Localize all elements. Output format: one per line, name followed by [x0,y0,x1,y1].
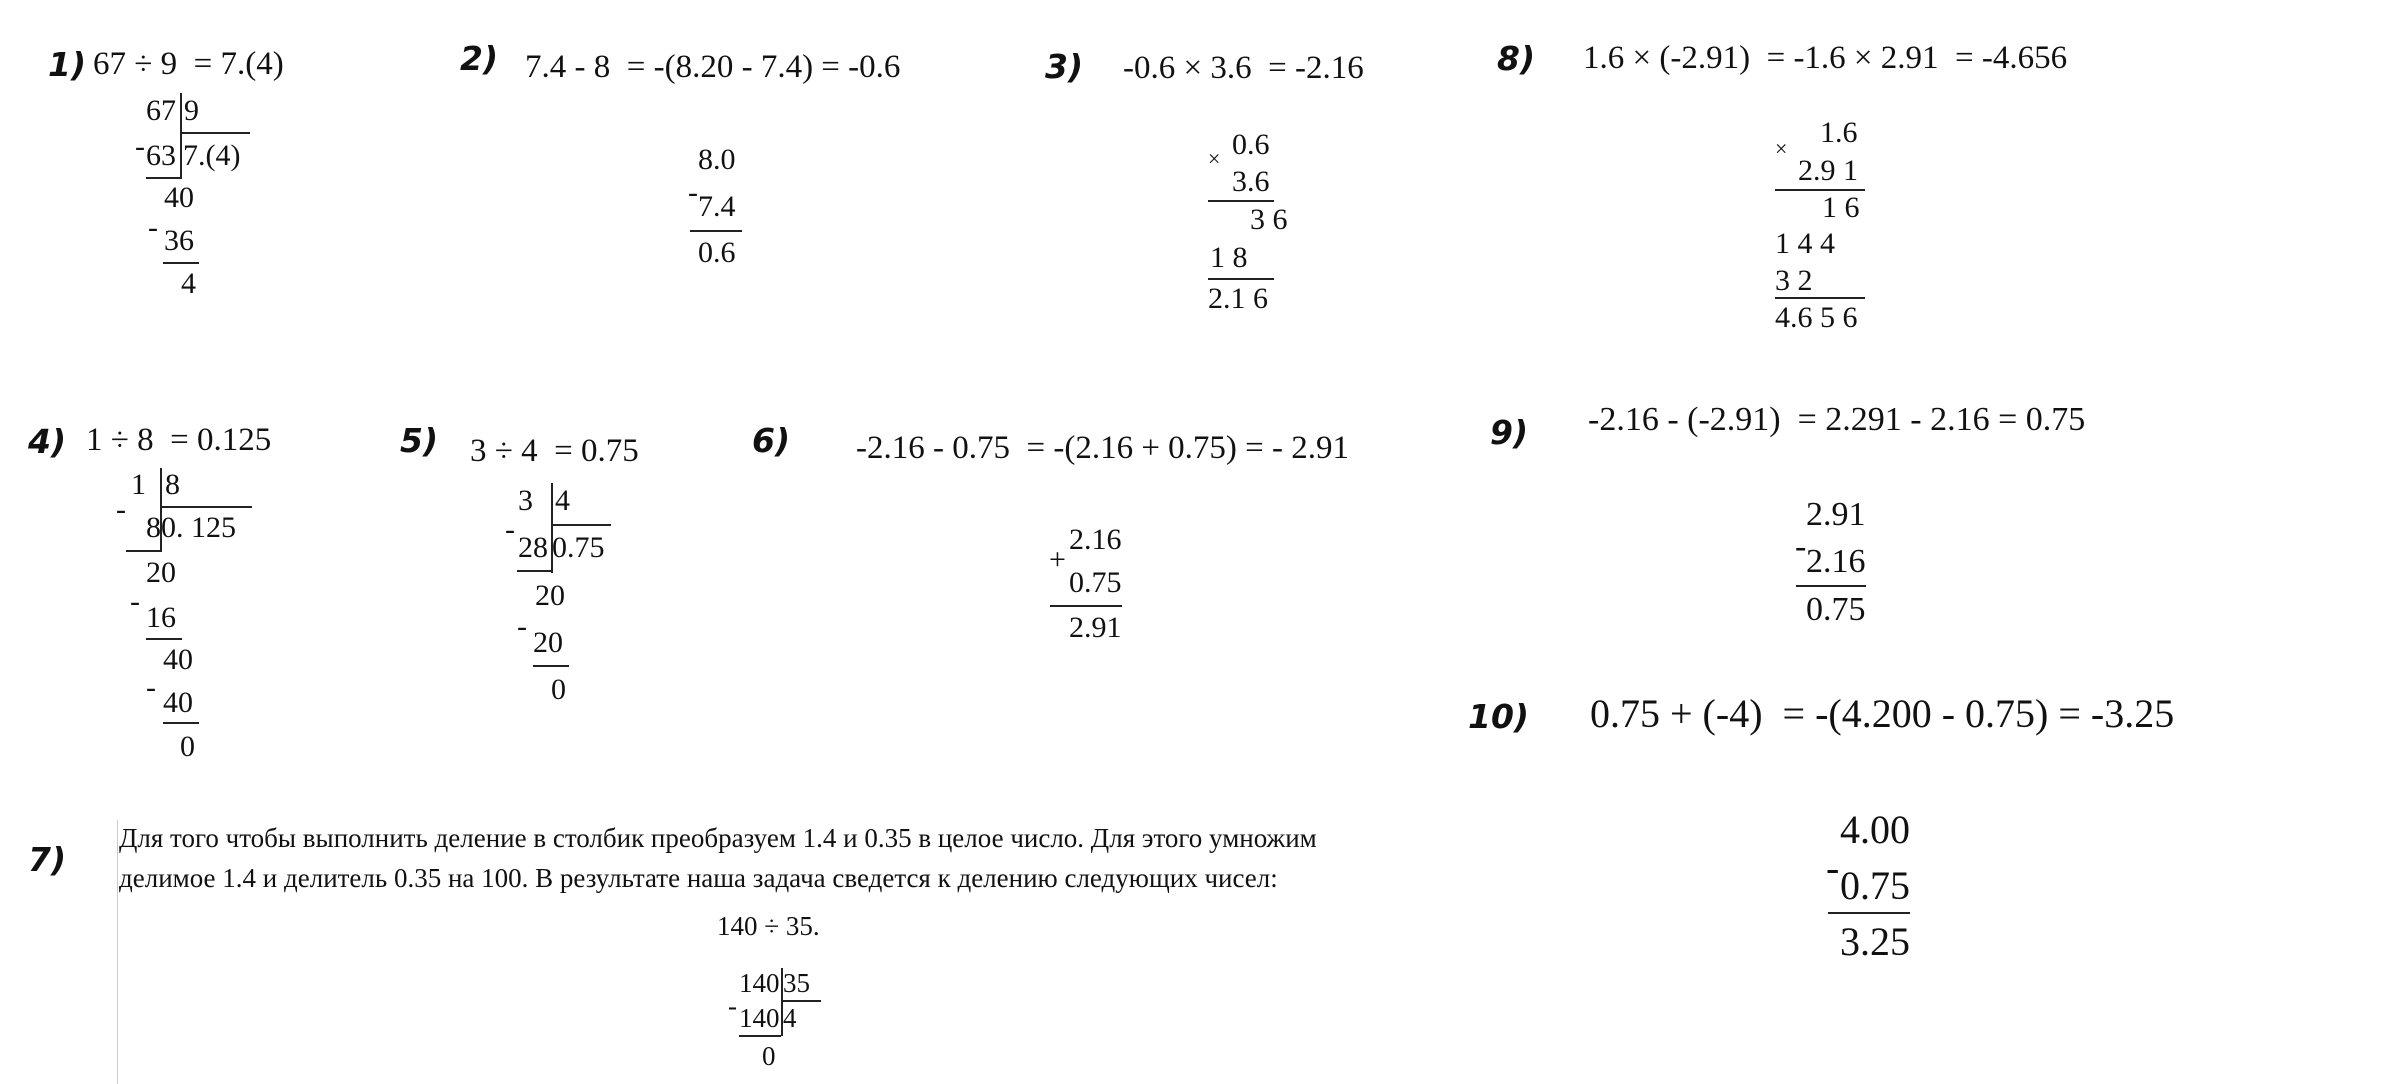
p1-quotient: 7.(4) [183,139,241,172]
p6-top: 2.16 [1069,523,1122,556]
p9-top: 2.91 [1806,496,1866,533]
p2-result-line [690,230,742,232]
p9-minus: - [1795,528,1807,565]
p4-remainder-2: 40 [163,643,193,676]
p4-subtrahend-2: 16 [146,601,176,634]
p8-times-sign: × [1775,136,1788,161]
p6-result: 2.91 [1069,611,1122,644]
p1-division-bracket-horizontal [180,132,250,134]
p10-top: 4.00 [1840,807,1910,852]
p5-underline-1 [517,570,553,572]
p7-text-line-1: Для того чтобы выполнить деление в столбик преобразуем 1.4 и 0.35 в целое число. Для этого умножим [119,823,1317,853]
p4-underline-3 [163,722,199,724]
p4-dividend: 1 [131,468,146,501]
p7-underline [739,1035,781,1037]
p3-line-1 [1208,200,1274,202]
p1-division-bracket-vertical [180,93,182,179]
p2-top: 8.0 [698,143,736,176]
p8-partial-1: 1 6 [1822,191,1860,224]
p3-partial-2: 1 8 [1210,241,1248,274]
p6-bottom: 0.75 [1069,566,1122,599]
p4-minus-3: - [146,671,156,704]
problem-6-number: 6) [752,421,791,460]
p2-minus: - [688,176,698,209]
problem-8-number: 8) [1497,39,1536,78]
p7-text-line-2: делимое 1.4 и делитель 0.35 на 100. В результате наша задача сведется к делению следующих чисел: [119,863,1278,893]
problem-5-number: 5) [400,421,439,460]
p5-subtrahend-2: 20 [533,626,563,659]
p7-division-bracket-horizontal [781,1000,821,1002]
p1-subtrahend-1: 63 [146,139,176,172]
p1-underline-1 [146,177,182,179]
p10-bottom: 0.75 [1840,863,1910,908]
p9-result-line [1796,585,1866,587]
p8-partial-3: 3 2 [1775,264,1813,297]
problem-2-number: 2) [460,39,499,78]
p8-partial-2: 1 4 4 [1775,227,1835,260]
p5-minus-2: - [517,610,527,643]
p4-division-bracket-horizontal [160,506,252,508]
problem-3-number: 3) [1045,47,1084,86]
p10-result-line [1828,912,1910,914]
p8-line-2 [1775,297,1865,299]
p5-underline-2 [533,665,569,667]
p1-minus-1: - [135,130,145,163]
p7-minus: - [728,991,737,1021]
problem-5-equation: 3 ÷ 4 = 0.75 [470,433,639,469]
problem-10-equation: 0.75 + (-4) = -(4.200 - 0.75) = -3.25 [1590,691,2175,736]
p7-margin-rule [117,820,118,1084]
problem-6-equation: -2.16 - 0.75 = -(2.16 + 0.75) = - 2.91 [856,430,1350,466]
p7-subtrahend: 140 [739,1003,780,1033]
p1-divisor: 9 [184,94,199,127]
problem-9-equation: -2.16 - (-2.91) = 2.291 - 2.16 = 0.75 [1588,401,2086,438]
p3-result: 2.1 6 [1208,282,1268,315]
p4-remainder-3: 0 [180,730,195,763]
problem-2-equation: 7.4 - 8 = -(8.20 - 7.4) = -0.6 [525,49,901,85]
p1-remainder-2: 4 [181,267,196,300]
p3-line-2 [1208,278,1274,280]
p5-minus-1: - [505,513,515,546]
problem-4-equation: 1 ÷ 8 = 0.125 [86,422,272,458]
p10-minus: - [1826,845,1840,890]
problem-1-equation: 67 ÷ 9 = 7.(4) [93,46,284,82]
p5-quotient: 0.75 [552,531,605,564]
p2-result: 0.6 [698,236,736,269]
p10-result: 3.25 [1840,919,1910,964]
p1-dividend: 67 [146,94,176,127]
problem-10-number: 10) [1468,697,1530,736]
problem-9-number: 9) [1490,413,1529,452]
p4-minus-2: - [130,585,140,618]
problem-1-number: 1) [48,45,87,84]
p4-underline-2 [146,638,182,640]
problem-3-equation: -0.6 × 3.6 = -2.16 [1123,50,1364,86]
p3-partial-1: 3 6 [1250,203,1288,236]
p9-result: 0.75 [1806,591,1866,628]
problem-7-equation: 140 ÷ 35. [717,911,820,941]
p5-remainder-2: 0 [551,673,566,706]
p4-remainder-1: 20 [146,556,176,589]
p6-result-line [1050,605,1122,607]
p8-result: 4.6 5 6 [1775,301,1858,334]
p4-minus-1: - [116,493,126,526]
p5-divisor: 4 [555,484,570,517]
p3-factor-1: 0.6 [1232,128,1270,161]
p6-plus: + [1049,543,1066,576]
p3-times-sign: × [1208,146,1221,171]
p1-minus-2: - [148,211,158,244]
p9-bottom: 2.16 [1806,543,1866,580]
p7-dividend: 140 [739,968,780,998]
p8-factor-1: 1.6 [1820,116,1858,149]
p1-underline-2 [163,262,199,264]
p2-bottom: 7.4 [698,190,736,223]
p1-subtrahend-2: 36 [164,224,194,257]
p8-factor-2: 2.9 1 [1798,154,1858,187]
p5-subtrahend-1: 28 [518,531,548,564]
p4-underline-1 [126,550,160,552]
p5-dividend: 3 [518,484,533,517]
p4-quotient: 0. 125 [161,511,236,544]
problem-4-number: 4) [28,422,67,461]
p4-subtrahend-3: 40 [163,686,193,719]
p4-subtrahend-1: 8 [146,511,161,544]
p7-quotient: 4 [783,1003,797,1033]
p4-divisor: 8 [165,468,180,501]
p5-division-bracket-horizontal [551,524,611,526]
p7-remainder: 0 [762,1041,776,1071]
p5-remainder-1: 20 [535,579,565,612]
problem-8-equation: 1.6 × (-2.91) = -1.6 × 2.91 = -4.656 [1583,40,2068,76]
p7-divisor: 35 [783,968,810,998]
p1-remainder-1: 40 [164,181,194,214]
problem-7-number: 7) [28,840,67,879]
p3-factor-2: 3.6 [1232,165,1270,198]
